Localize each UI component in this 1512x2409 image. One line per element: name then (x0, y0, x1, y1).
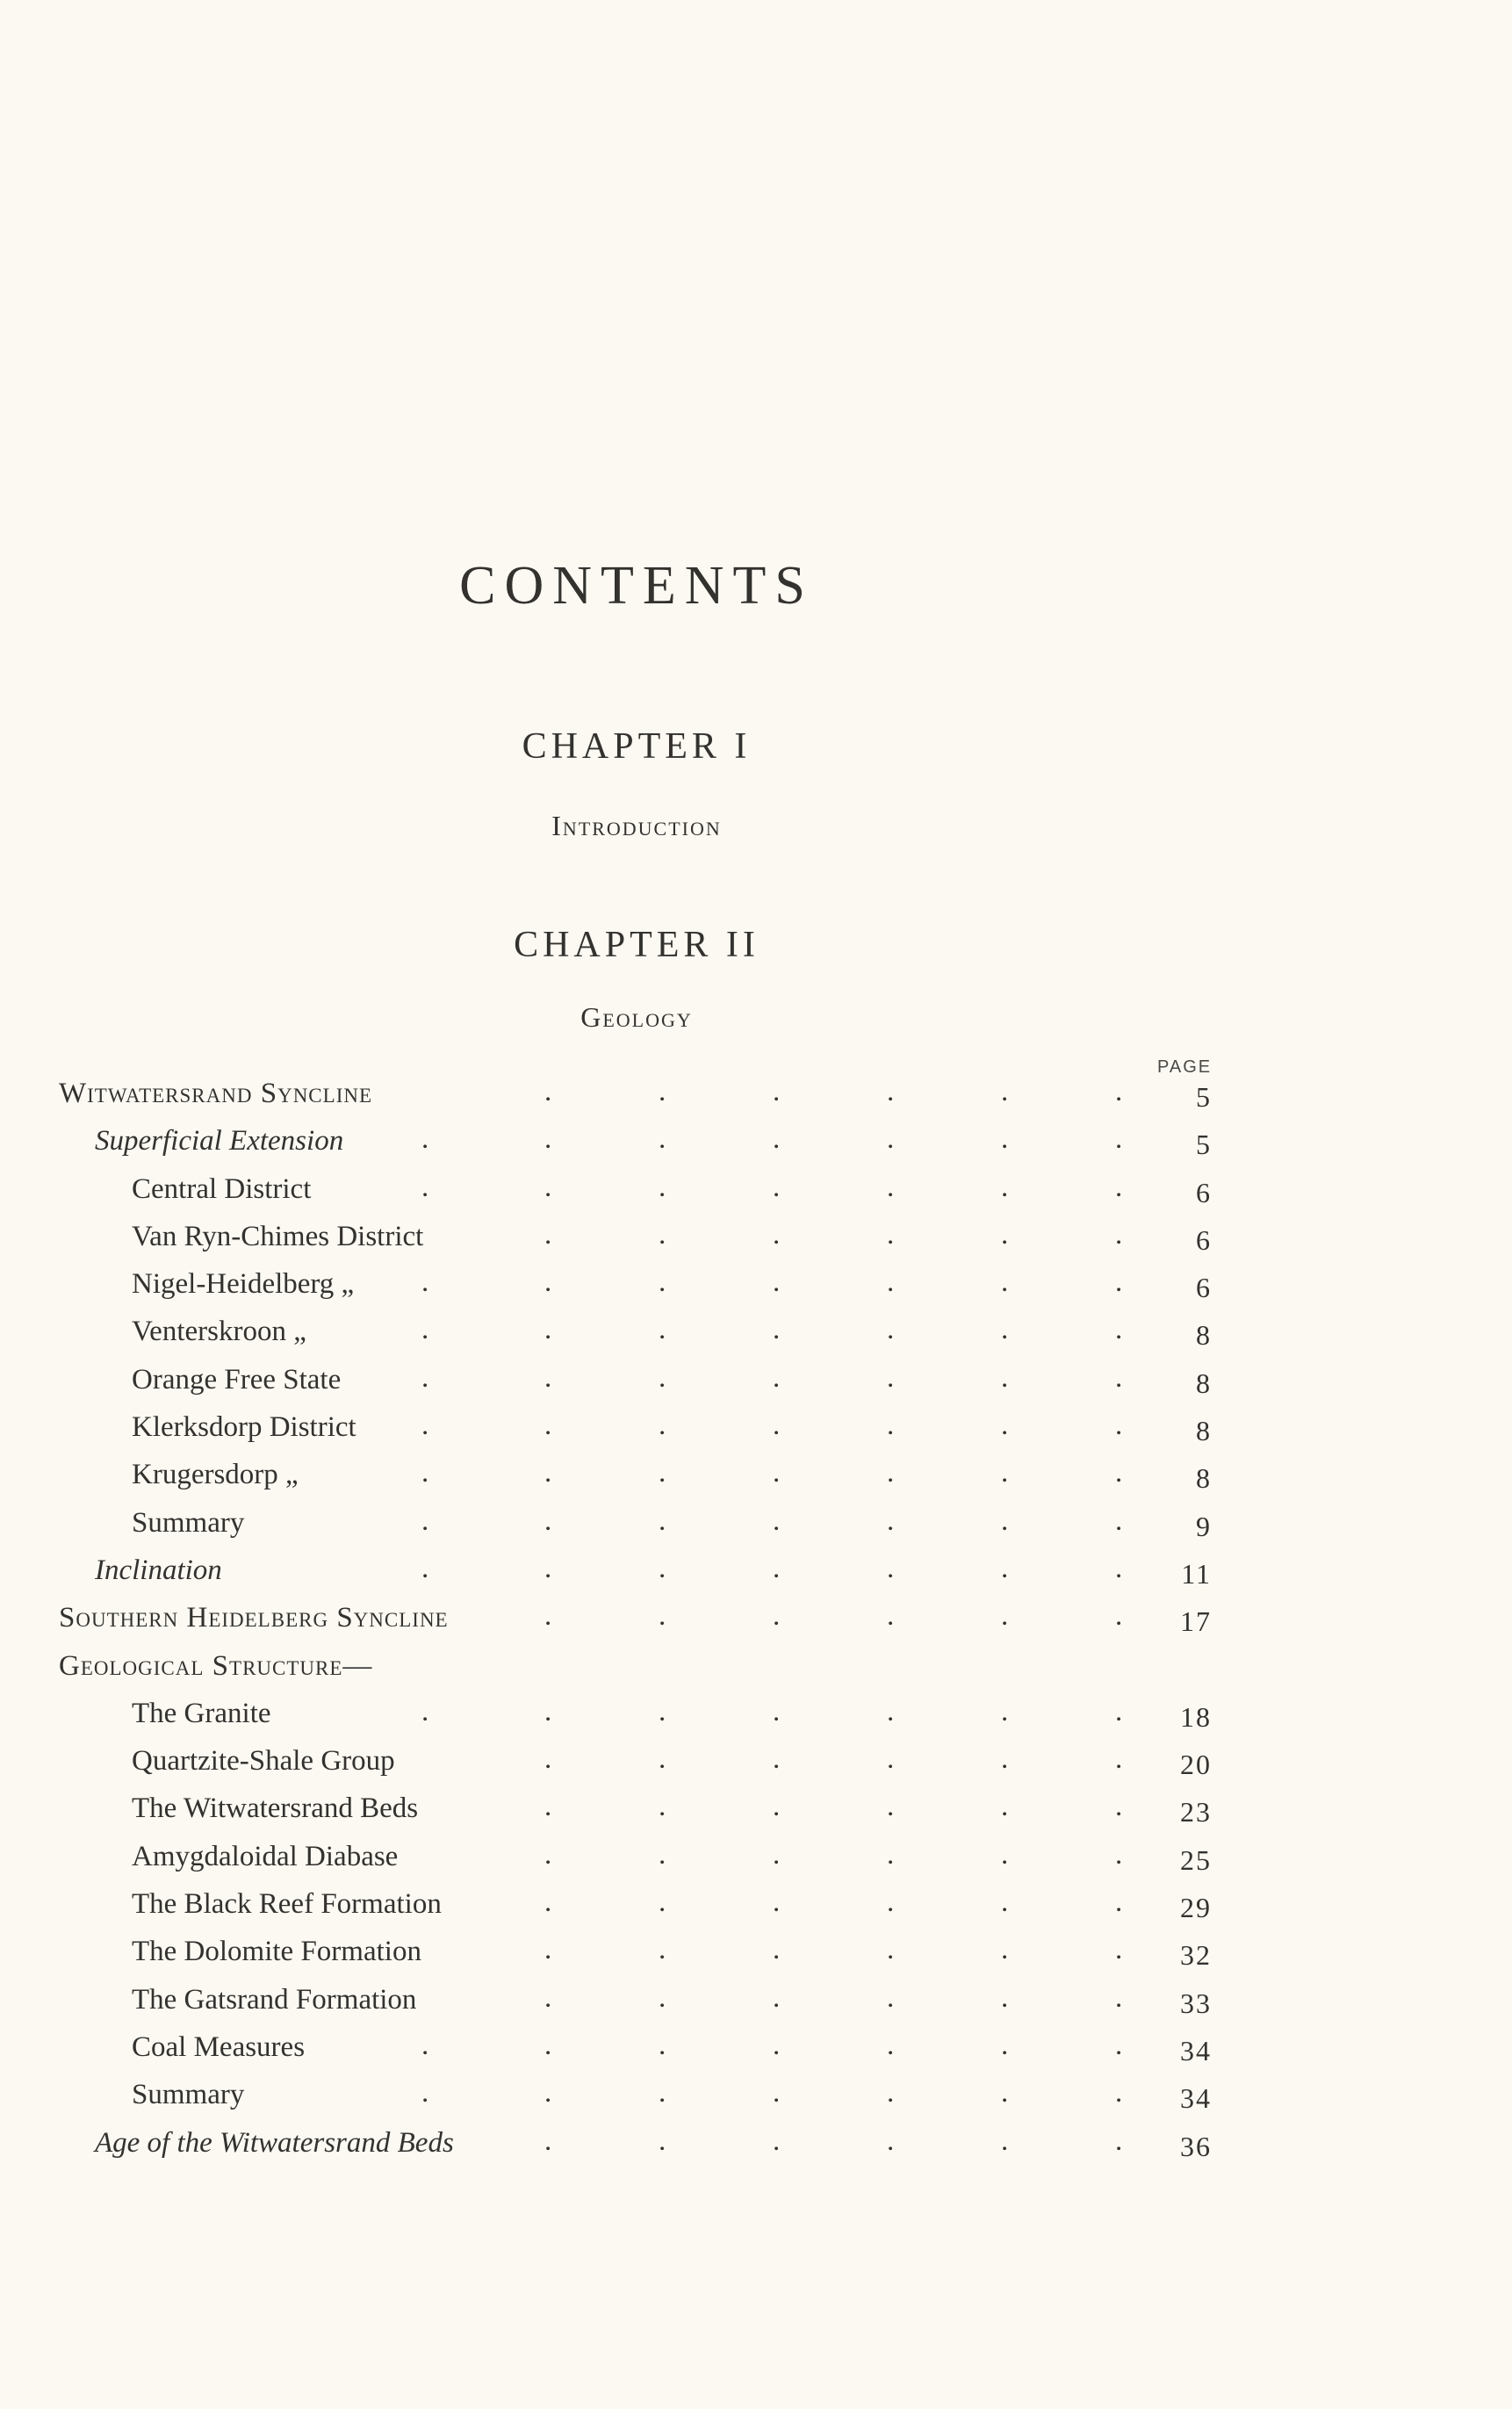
leader-dot: . (773, 1695, 781, 1727)
toc-entry-title: Van Ryn-Chimes District (132, 1220, 424, 1252)
toc-entry-title: Age of the Witwatersrand Beds (95, 2126, 454, 2159)
toc-entry (0, 1785, 1512, 1833)
leader-dot: . (421, 1171, 429, 1203)
toc-entry-page: 17 (1180, 1605, 1212, 1638)
leader-dot: . (1115, 1457, 1123, 1489)
leader-dot: . (1001, 1695, 1009, 1727)
leader-dot: . (1001, 1886, 1009, 1919)
leader-dot: . (1001, 1218, 1009, 1251)
leader-dot: . (659, 1171, 666, 1203)
leader-dot: . (887, 1981, 895, 2014)
leader-dot: . (1115, 1123, 1123, 1156)
toc-entry-title: Superficial Extension (95, 1125, 344, 1158)
leader-dot: . (1115, 1504, 1123, 1537)
leader-dot: . (1001, 1791, 1009, 1823)
leader-dot: . (421, 1314, 429, 1346)
toc-entry-title: Summary (132, 1506, 245, 1539)
leader-dot: . (544, 1695, 552, 1727)
leader-dot: . (887, 1695, 895, 1727)
leader-dot: . (1001, 1361, 1009, 1394)
leader-dot: . (1001, 1838, 1009, 1871)
toc-entry (0, 1929, 1512, 1976)
toc-entry-title: Geological Structure— (59, 1649, 373, 1682)
leader-dot: . (659, 1410, 666, 1442)
leader-dot: . (1001, 1123, 1009, 1156)
toc-entry-page: 20 (1180, 1749, 1212, 1781)
toc-entry (0, 1404, 1512, 1452)
toc-entry (0, 1595, 1512, 1642)
leader-dot: . (1001, 1743, 1009, 1776)
leader-dot: . (659, 1457, 666, 1489)
leader-dot: . (421, 1410, 429, 1442)
leader-dot: . (421, 1552, 429, 1584)
toc-entry (0, 1118, 1512, 1165)
leader-dot: . (1001, 1457, 1009, 1489)
leader-dot: . (421, 1266, 429, 1299)
leader-dot: . (773, 1504, 781, 1537)
chapter-2-heading: CHAPTER II (514, 925, 760, 965)
toc-entry-page: 5 (1196, 1129, 1212, 1161)
toc-entry-page: 8 (1196, 1367, 1212, 1399)
leader-dot: . (421, 1504, 429, 1537)
leader-dot: . (659, 1981, 666, 2014)
leader-dot: . (887, 2077, 895, 2110)
leader-dot: . (773, 1123, 781, 1156)
leader-dot: . (773, 1218, 781, 1251)
leader-dot: . (659, 1266, 666, 1299)
toc-entry-title: Summary (132, 2079, 245, 2111)
leader-dot: . (1001, 1552, 1009, 1584)
leader-dot: . (544, 1171, 552, 1203)
leader-dot: . (421, 2077, 429, 2110)
page-column-label: PAGE (1157, 1057, 1213, 1077)
leader-dot: . (887, 1171, 895, 1203)
toc-entry-page: 5 (1196, 1081, 1212, 1113)
chapter-1-heading: CHAPTER I (522, 726, 752, 767)
leader-dot: . (887, 1552, 895, 1584)
toc-entry (0, 1977, 1512, 2024)
toc-entry-page: 36 (1180, 2130, 1212, 2162)
leader-dot: . (887, 1266, 895, 1299)
leader-dot: . (887, 1361, 895, 1394)
toc-entry-title: The Gatsrand Formation (132, 1983, 417, 2016)
toc-entry (0, 2024, 1512, 2072)
leader-dot: . (421, 1361, 429, 1394)
leader-dot: . (421, 2029, 429, 2061)
leader-dot: . (659, 1361, 666, 1394)
toc-entry-page: 8 (1196, 1462, 1212, 1495)
leader-dot: . (773, 1743, 781, 1776)
leader-dot: . (544, 1552, 552, 1584)
leader-dot: . (773, 1552, 781, 1584)
toc-entry-title: The Black Reef Formation (132, 1888, 442, 1921)
toc-entry (0, 1071, 1512, 1118)
leader-dot: . (1115, 2124, 1123, 2157)
toc-entry-title: Nigel-Heidelberg „ (132, 1268, 355, 1301)
toc-entry-page: 6 (1196, 1176, 1212, 1208)
toc-entry-title: Quartzite-Shale Group (132, 1745, 395, 1778)
page-title: CONTENTS (459, 556, 814, 616)
leader-dot: . (544, 1076, 552, 1107)
leader-dot: . (1115, 1743, 1123, 1776)
leader-dot: . (1115, 1266, 1123, 1299)
leader-dot: . (887, 1410, 895, 1442)
leader-dot: . (1115, 2029, 1123, 2061)
leader-dot: . (659, 1791, 666, 1823)
leader-dot: . (544, 1314, 552, 1346)
leader-dot: . (544, 1886, 552, 1919)
leader-dot: . (773, 2029, 781, 2061)
leader-dot: . (544, 1600, 552, 1633)
toc-entry-title: Southern Heidelberg Syncline (59, 1602, 449, 1634)
toc-entry-title: Amygdaloidal Diabase (132, 1840, 399, 1872)
leader-dot: . (1115, 1361, 1123, 1394)
leader-dot: . (773, 1600, 781, 1633)
toc-entry-page: 23 (1180, 1796, 1212, 1828)
leader-dot: . (887, 1743, 895, 1776)
leader-dot: . (421, 1457, 429, 1489)
toc-entry-title: Inclination (95, 1554, 222, 1586)
toc-entry (0, 1643, 1512, 1691)
leader-dot: . (1001, 1076, 1009, 1107)
leader-dot: . (659, 1695, 666, 1727)
leader-dot: . (887, 1123, 895, 1156)
leader-dot: . (1115, 1410, 1123, 1442)
leader-dot: . (773, 1886, 781, 1919)
leader-dot: . (773, 1981, 781, 2014)
leader-dot: . (1115, 1314, 1123, 1346)
leader-dot: . (659, 1743, 666, 1776)
leader-dot: . (1115, 1838, 1123, 1871)
toc-entry-title: Central District (132, 1172, 312, 1205)
leader-dot: . (887, 1504, 895, 1537)
leader-dot: . (887, 2029, 895, 2061)
leader-dot: . (773, 1838, 781, 1871)
leader-dot: . (544, 2077, 552, 2110)
toc-entry-title: Orange Free State (132, 1363, 342, 1396)
toc-entry-title: Coal Measures (132, 2030, 306, 2063)
chapter-1-subtitle: Introduction (551, 810, 722, 841)
leader-dot: . (659, 2029, 666, 2061)
leader-dot: . (887, 1076, 895, 1107)
leader-dot: . (1001, 1410, 1009, 1442)
toc-entry-page: 33 (1180, 1987, 1212, 2019)
toc-entry-page: 34 (1180, 2034, 1212, 2066)
toc-entry-title: The Granite (132, 1697, 271, 1729)
leader-dot: . (887, 1791, 895, 1823)
leader-dot: . (887, 1886, 895, 1919)
leader-dot: . (1001, 1934, 1009, 1966)
toc-entry (0, 2072, 1512, 2119)
toc-entry (0, 1881, 1512, 1929)
leader-dot: . (1001, 1504, 1009, 1537)
toc-entry-title: The Dolomite Formation (132, 1936, 421, 1968)
leader-dot: . (659, 1218, 666, 1251)
toc-entry (0, 1261, 1512, 1309)
toc-entry-title: Klerksdorp District (132, 1411, 356, 1444)
leader-dot: . (544, 1218, 552, 1251)
toc-entry (0, 1547, 1512, 1595)
leader-dot: . (1001, 1266, 1009, 1299)
leader-dot: . (773, 1076, 781, 1107)
leader-dot: . (887, 1600, 895, 1633)
toc-entry-title: Krugersdorp „ (132, 1459, 299, 1491)
toc-entry-page: 29 (1180, 1892, 1212, 1924)
leader-dot: . (887, 1314, 895, 1346)
leader-dot: . (544, 1504, 552, 1537)
leader-dot: . (1115, 1886, 1123, 1919)
toc-entry (0, 1166, 1512, 1214)
leader-dot: . (659, 1552, 666, 1584)
toc-entry-page: 11 (1181, 1557, 1212, 1590)
toc-entry (0, 1834, 1512, 1881)
leader-dot: . (659, 2124, 666, 2157)
toc-entry-page: 8 (1196, 1415, 1212, 1447)
leader-dot: . (544, 2029, 552, 2061)
leader-dot: . (773, 1266, 781, 1299)
leader-dot: . (887, 2124, 895, 2157)
leader-dot: . (1001, 1171, 1009, 1203)
leader-dot: . (659, 1504, 666, 1537)
leader-dot: . (1001, 1314, 1009, 1346)
toc-entry (0, 1309, 1512, 1356)
leader-dot: . (1115, 1552, 1123, 1584)
leader-dot: . (887, 1218, 895, 1251)
leader-dot: . (659, 1314, 666, 1346)
toc-entry-page: 32 (1180, 1939, 1212, 1972)
leader-dot: . (421, 1695, 429, 1727)
leader-dot: . (1001, 1981, 1009, 2014)
leader-dot: . (421, 1123, 429, 1156)
leader-dot: . (544, 1743, 552, 1776)
leader-dot: . (659, 1600, 666, 1633)
leader-dot: . (1001, 1600, 1009, 1633)
toc-entry (0, 1500, 1512, 1547)
toc-entry-page: 8 (1196, 1319, 1212, 1352)
leader-dot: . (773, 1314, 781, 1346)
leader-dot: . (773, 1410, 781, 1442)
toc-entry-page: 6 (1196, 1223, 1212, 1256)
leader-dot: . (773, 2124, 781, 2157)
leader-dot: . (659, 2077, 666, 2110)
toc-entry-page: 34 (1180, 2082, 1212, 2115)
leader-dot: . (1115, 1934, 1123, 1966)
toc-entry-title: Venterskroon „ (132, 1316, 306, 1348)
toc-entry-page: 9 (1196, 1510, 1212, 1542)
toc-entry (0, 1357, 1512, 1404)
leader-dot: . (1115, 1600, 1123, 1633)
leader-dot: . (544, 1410, 552, 1442)
leader-dot: . (1115, 1171, 1123, 1203)
leader-dot: . (544, 1981, 552, 2014)
leader-dot: . (887, 1934, 895, 1966)
leader-dot: . (544, 1838, 552, 1871)
toc-entry (0, 1691, 1512, 1738)
leader-dot: . (773, 2077, 781, 2110)
leader-dot: . (887, 1457, 895, 1489)
leader-dot: . (1115, 1076, 1123, 1107)
leader-dot: . (773, 1171, 781, 1203)
leader-dot: . (659, 1838, 666, 1871)
toc-entry-title: Witwatersrand Syncline (59, 1078, 373, 1109)
toc-entry-page: 18 (1180, 1700, 1212, 1733)
leader-dot: . (773, 1791, 781, 1823)
leader-dot: . (659, 1886, 666, 1919)
leader-dot: . (544, 1266, 552, 1299)
toc-entry (0, 1452, 1512, 1499)
leader-dot: . (659, 1076, 666, 1107)
leader-dot: . (1115, 2077, 1123, 2110)
table-of-contents (0, 1071, 1512, 2167)
leader-dot: . (887, 1838, 895, 1871)
leader-dot: . (659, 1123, 666, 1156)
toc-entry-page: 6 (1196, 1272, 1212, 1304)
leader-dot: . (1115, 1695, 1123, 1727)
leader-dot: . (544, 1123, 552, 1156)
leader-dot: . (773, 1361, 781, 1394)
leader-dot: . (659, 1934, 666, 1966)
leader-dot: . (773, 1457, 781, 1489)
toc-entry (0, 2120, 1512, 2167)
leader-dot: . (1001, 2077, 1009, 2110)
toc-entry-page: 25 (1180, 1843, 1212, 1876)
toc-entry-title: The Witwatersrand Beds (132, 1792, 419, 1825)
toc-entry (0, 1214, 1512, 1261)
toc-entry (0, 1738, 1512, 1785)
leader-dot: . (1115, 1791, 1123, 1823)
chapter-2-subtitle: Geology (580, 1001, 693, 1033)
leader-dot: . (1115, 1981, 1123, 2014)
leader-dot: . (773, 1934, 781, 1966)
leader-dot: . (544, 1457, 552, 1489)
leader-dot: . (544, 2124, 552, 2157)
leader-dot: . (544, 1934, 552, 1966)
leader-dot: . (544, 1791, 552, 1823)
leader-dot: . (1001, 2029, 1009, 2061)
leader-dot: . (1115, 1218, 1123, 1251)
leader-dot: . (1001, 2124, 1009, 2157)
leader-dot: . (544, 1361, 552, 1394)
